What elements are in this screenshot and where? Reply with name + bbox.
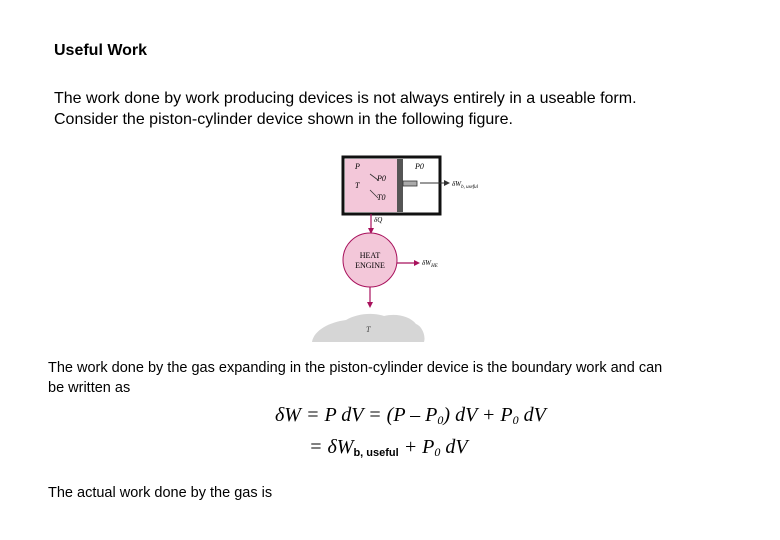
intro-line-1: The work done by work producing devices is not always entirely in a useable form. — [54, 90, 637, 107]
label-p0-inner: P0 — [377, 174, 386, 183]
body-paragraph — [48, 358, 738, 398]
intro-line-2: Consider the piston-cylinder device shown in the following figure. — [54, 111, 513, 128]
label-whe: $\delta W_{HE}$ — [422, 259, 438, 269]
label-t: T — [355, 181, 360, 190]
label-p0-outer: P0 — [415, 162, 424, 171]
piston-cylinder-figure — [300, 150, 500, 345]
work-boundary-arrowhead — [444, 180, 450, 186]
intro-paragraph — [54, 88, 754, 130]
engine-label-2: ENGINE — [355, 261, 385, 270]
equation-line-2: = $\delta W_{b, useful} + P_0$ dV — [309, 436, 468, 459]
label-t-reservoir: T — [366, 325, 371, 334]
work-he-arrowhead — [414, 260, 420, 266]
label-wb: $\delta W_{b, useful}$ — [452, 180, 479, 190]
piston-rod — [403, 181, 417, 186]
label-t0-inner: T0 — [377, 193, 386, 202]
piston — [397, 159, 403, 212]
body-line-1: The work done by the gas expanding in the piston-cylinder device is the boundary work and can — [48, 360, 663, 376]
engine-label-1: HEAT — [359, 251, 381, 260]
gas-region — [345, 159, 397, 212]
body-line-2: be written as — [48, 380, 131, 396]
label-dq: δQ — [374, 216, 383, 224]
body-final-line: The actual work done by the gas is — [48, 485, 273, 501]
label-p: P — [355, 162, 360, 171]
heat-engine — [343, 233, 397, 287]
page-title: Useful Work — [54, 42, 148, 59]
equation-line-1: δW = P dV = $(P - P_0)$ dV + $P_0$ dV — [275, 404, 546, 427]
reject-heat-arrowhead — [367, 302, 373, 308]
